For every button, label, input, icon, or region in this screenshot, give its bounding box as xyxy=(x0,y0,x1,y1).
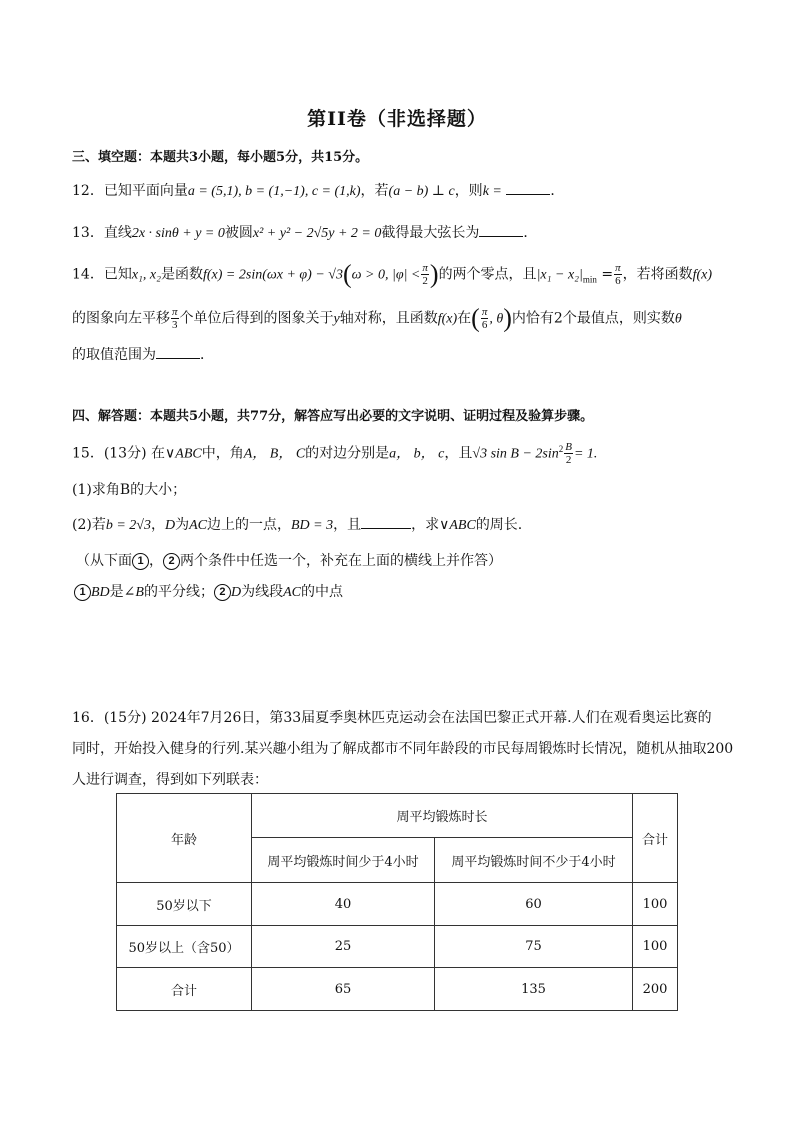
q13-text-post: 截得最大弦长为 xyxy=(381,225,480,241)
denominator: 2 xyxy=(422,275,428,287)
q14-text-mid: 是函数 xyxy=(161,266,203,283)
q15-bd-value: BD = 3 xyxy=(291,518,334,533)
paren-open: ( xyxy=(471,303,480,333)
row-label: 50岁以上（含50） xyxy=(117,926,252,968)
option-2-ac: AC xyxy=(283,585,301,600)
cell-value: 60 xyxy=(435,883,633,926)
q14-text-shift: 的图象向左平移 xyxy=(72,310,170,327)
question-15-note xyxy=(76,550,502,570)
q14-text-post2: 内恰有2个最值点，则实数 xyxy=(511,310,675,327)
q15-p2-comma: ， xyxy=(150,517,165,533)
q14-text-range: 的取值范围为 xyxy=(72,347,156,363)
col-header-at-least-4h: 周平均锻炼时间不少于4小时 xyxy=(435,838,633,883)
numerator: π xyxy=(615,262,621,274)
q15-p2-end: 的周长. xyxy=(475,517,523,533)
question-14-line-2 xyxy=(72,303,682,333)
question-15-line-1 xyxy=(72,441,597,466)
question-14-line-3 xyxy=(72,344,214,364)
q12-vectors: a = (5,1), b = (1,−1), c = (1,k) xyxy=(187,184,361,199)
q14-text-in: 在 xyxy=(457,310,472,327)
subscript-min: min xyxy=(582,274,597,285)
question-16-line-2: 同时，开始投入健身的行列.某兴趣小组为了解成都市不同年龄段的市民每周锻炼时长情况，随机从抽取200 xyxy=(72,741,734,757)
q13-text: 13．直线 xyxy=(72,225,132,241)
note-comma: ， xyxy=(149,553,163,569)
answer-blank[interactable] xyxy=(156,346,200,359)
q14-text: 14．已知 xyxy=(72,266,132,283)
q14-text-mid3: 轴对称，且函数 xyxy=(339,310,438,327)
denominator: 2 xyxy=(565,454,572,466)
denominator: 6 xyxy=(615,275,621,287)
q15-p2-text: (2)若 xyxy=(72,517,106,533)
q15-sides: a， b， c xyxy=(389,446,445,462)
q12-ask: k = xyxy=(482,184,502,199)
table-row xyxy=(117,926,678,968)
numerator: π xyxy=(172,306,178,318)
option-2-d: D xyxy=(230,585,242,600)
q15-p2-text4: ，且 xyxy=(333,517,362,533)
fraction-pi-over-6 xyxy=(614,262,622,287)
row-label: 50岁以下 xyxy=(117,883,252,926)
q14-zeros: x₁, x₂ xyxy=(131,267,161,283)
q13-circle-eq: x² + y² − 2√5y + 2 = 0 xyxy=(252,226,382,241)
q14-theta: , θ xyxy=(489,311,504,327)
group-header: 周平均锻炼时长 xyxy=(252,794,633,838)
question-15-part-2 xyxy=(72,514,522,534)
circled-number: 1 xyxy=(74,584,91,601)
question-12 xyxy=(72,180,564,200)
table-row xyxy=(117,968,678,1011)
page-title: 第II卷（非选择题） xyxy=(307,108,487,130)
circled-number: 1 xyxy=(132,553,149,570)
q12-end: ． xyxy=(550,183,565,199)
cell-value: 135 xyxy=(435,968,633,1011)
question-16-line-3: 人进行调查，得到如下列联表： xyxy=(72,772,268,788)
option-1-post: 的平分线； xyxy=(143,584,214,600)
q14-text-post: ，若将函数 xyxy=(622,266,693,283)
superscript: 2 xyxy=(558,443,564,454)
option-1-angle: ∠B xyxy=(123,585,144,600)
note-text: （从下面 xyxy=(76,553,132,569)
q15-point-d: D xyxy=(164,518,176,533)
q14-function: f(x) = 2sin(ωx + φ) − √3 xyxy=(203,267,343,283)
fraction-b-over-2 xyxy=(564,441,573,466)
q14-difference: |x₁ − x₂| xyxy=(536,267,583,283)
note-text-post: 两个条件中任选一个，补充在上面的横线上并作答） xyxy=(180,553,502,569)
equals: = xyxy=(601,266,614,283)
q14-condition: ω > 0, |φ| < xyxy=(351,267,421,283)
contingency-table xyxy=(116,793,678,1011)
answer-blank[interactable] xyxy=(479,224,523,237)
triangle-abc: ∨ABC xyxy=(439,518,476,533)
q13-line-eq: 2x · sinθ + y = 0 xyxy=(131,226,225,241)
q14-text-zeros: 的两个零点，且 xyxy=(438,266,537,283)
cell-value: 40 xyxy=(252,883,435,926)
q15-p2-text3: 边上的一点， xyxy=(207,517,291,533)
q15-equation-end: = 1. xyxy=(573,446,598,462)
triangle-abc: ∨ABC xyxy=(165,446,202,462)
total-header: 合计 xyxy=(633,794,678,883)
q15-text-mid2: 的对边分别是 xyxy=(305,445,390,462)
q12-text: 12．已知平面向量 xyxy=(72,183,188,199)
cell-value: 75 xyxy=(435,926,633,968)
row-label: 合计 xyxy=(117,968,252,1011)
numerator: π xyxy=(422,262,428,274)
q14-theta-var: θ xyxy=(674,311,682,327)
q15-b-value: b = 2√3 xyxy=(105,518,151,533)
question-15-part-1: (1)求角B的大小； xyxy=(72,482,187,498)
cell-value: 65 xyxy=(252,968,435,1011)
q15-angles: A， B， C xyxy=(243,446,306,462)
q14-y-axis: y xyxy=(333,311,340,327)
paren-close: ) xyxy=(429,259,439,289)
q15-p2-text5: ，求 xyxy=(411,517,440,533)
q14-text-mid2: 个单位后得到的图象关于 xyxy=(179,310,334,327)
section-3-heading: 三、填空题：本题共3小题，每小题5分，共15分。 xyxy=(72,150,369,165)
q12-text-mid: ，若 xyxy=(360,183,389,199)
q15-p2-text2: 为 xyxy=(175,517,190,533)
q15-equation: √3 sin B − 2sin xyxy=(472,446,559,462)
question-15-options xyxy=(74,581,343,601)
q15-text-mid: 中，角 xyxy=(201,445,244,462)
numerator: π xyxy=(481,306,488,318)
numerator: B xyxy=(565,441,572,453)
question-14-line-1 xyxy=(72,259,713,289)
paren-open: ( xyxy=(342,259,352,289)
cell-total: 100 xyxy=(633,883,678,926)
fraction-pi-over-3 xyxy=(171,306,179,331)
option-2-text: 为线段 xyxy=(241,584,284,600)
q15-text-mid3: ，且 xyxy=(444,445,473,462)
cell-total: 100 xyxy=(633,926,678,968)
q14-fx: f(x) xyxy=(692,267,713,283)
denominator: 6 xyxy=(481,319,488,331)
q13-text-mid: 被圆 xyxy=(224,225,253,241)
fraction-pi-over-2 xyxy=(421,262,429,287)
circled-number: 2 xyxy=(214,584,231,601)
q12-text-post: ，则 xyxy=(454,183,483,199)
option-1-text: 是 xyxy=(109,584,124,600)
denominator: 3 xyxy=(172,319,178,331)
section-4-heading: 四、解答题：本题共5小题，共77分，解答应写出必要的文字说明、证明过程及验算步骤。 xyxy=(72,409,594,424)
answer-blank[interactable] xyxy=(506,182,550,195)
q12-condition: (a − b) ⊥ c xyxy=(388,184,455,199)
question-13 xyxy=(72,222,537,242)
option-1-bd: BD xyxy=(91,585,110,600)
cell-value: 25 xyxy=(252,926,435,968)
cell-total: 200 xyxy=(633,968,678,1011)
circled-number: 2 xyxy=(163,553,180,570)
q15-ac: AC xyxy=(189,518,207,533)
col-header-less-than-4h: 周平均锻炼时间少于4小时 xyxy=(252,838,435,883)
option-2-post: 的中点 xyxy=(300,584,343,600)
period: ． xyxy=(200,347,214,363)
answer-blank[interactable] xyxy=(361,516,411,529)
q13-end: ． xyxy=(523,225,538,241)
question-16-line-1: 16．(15分) 2024年7月26日，第33届夏季奥林匹克运动会在法国巴黎正式开幕.人们在观看奥运比赛的 xyxy=(72,710,712,726)
paren-close: ) xyxy=(503,303,512,333)
q15-text: 15．(13分) 在 xyxy=(72,445,166,462)
table-row xyxy=(117,883,678,926)
fraction-pi-over-6 xyxy=(481,306,489,331)
age-header: 年龄 xyxy=(117,794,252,883)
q14-fx-2: f(x) xyxy=(437,311,458,327)
